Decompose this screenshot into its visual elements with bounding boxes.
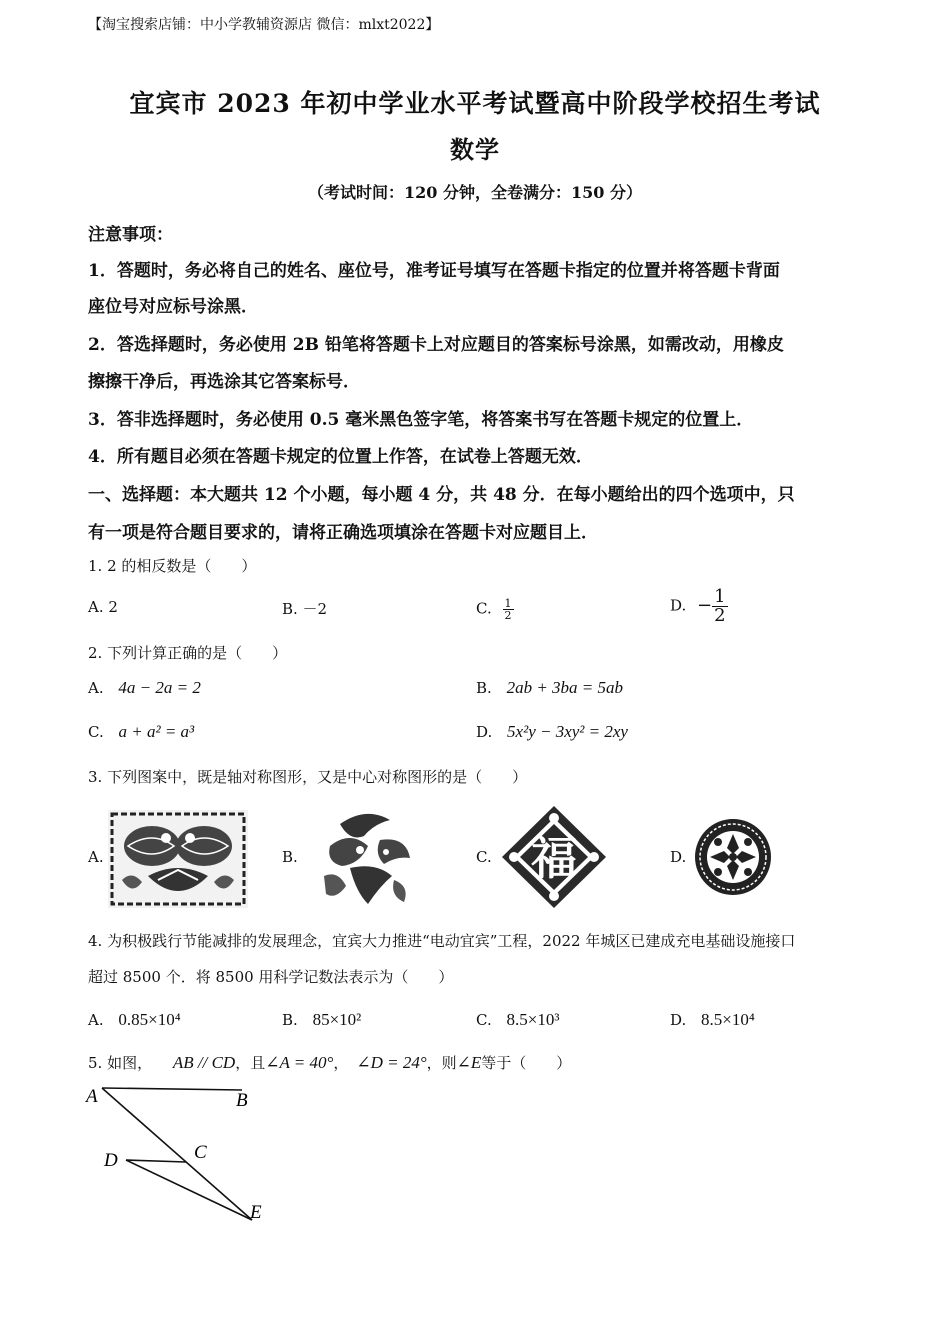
q5-stem — [88, 1052, 571, 1073]
q1-option-a: A. 2 — [88, 598, 118, 616]
q3-image-d-round-papercut — [694, 818, 772, 896]
q5-stem-pre: 5. 如图， — [88, 1054, 153, 1072]
q1-option-d-fraction — [712, 588, 727, 625]
q2-option-d — [476, 722, 628, 742]
q3-image-c-fu-diamond — [500, 804, 608, 910]
q4-a-math: 0.85×10⁴ — [118, 1010, 181, 1029]
q1-option-c-fraction — [503, 598, 514, 621]
q1-stem: 1. 2 的相反数是（ ） — [88, 557, 257, 575]
header-note: 【淘宝搜索店铺：中小学教辅资源店 微信：mlxt2022】 — [88, 17, 440, 33]
q2-b-math: 2ab + 3ba = 5ab — [506, 678, 624, 697]
notice-line-4: 擦擦干净后，再选涂其它答案标号． — [88, 372, 360, 392]
q2-stem: 2. 下列计算正确的是（ ） — [88, 644, 288, 662]
q3-c-glyph: 福 — [531, 831, 577, 885]
notice-line-6: 4．所有题目必须在答题卡规定的位置上作答，在试卷上答题无效． — [88, 447, 593, 467]
q2-d-label: D. — [476, 723, 493, 741]
subject-title: 数学 — [450, 135, 500, 164]
q2-a-label: A. — [88, 679, 104, 697]
q3-option-d-label: D. — [670, 848, 687, 866]
q2-option-a — [88, 678, 201, 698]
q1-c-numerator: 1 — [504, 597, 512, 610]
q4-b-math: 85×10² — [312, 1010, 362, 1029]
segment-de — [126, 1160, 252, 1220]
notice-line-2: 座位号对应标号涂黑． — [88, 297, 258, 317]
q5-stem-math-angle-a: ∠A = 40° — [265, 1053, 334, 1072]
q4-b-label: B. — [282, 1011, 298, 1029]
q5-stem-post: 等于（ ） — [481, 1054, 572, 1072]
q3-image-a-fish-papercut — [108, 810, 248, 908]
q4-d-math: 8.5×10⁴ — [701, 1010, 755, 1029]
q2-a-math: 4a − 2a = 2 — [118, 678, 201, 697]
q1-option-b: B. －2 — [282, 600, 328, 618]
q1-d-denominator: 2 — [714, 605, 726, 626]
notice-line-5: 3．答非选择题时，务必使用 0.5 毫米黑色签字笔，将答案书写在答题卡规定的位置上． — [88, 410, 754, 430]
segment-dc — [126, 1160, 186, 1162]
q5-stem-mid-2: ， — [333, 1054, 349, 1072]
q5-stem-mid-1: ，且 — [235, 1054, 266, 1072]
q5-stem-mid-3: ，则 — [426, 1054, 457, 1072]
notice-line-1: 1．答题时，务必将自己的姓名、座位号，准考证号填写在答题卡指定的位置并将答题卡背面 — [88, 261, 780, 281]
label-c: C — [194, 1142, 207, 1163]
exam-title: 宜宾市 2023 年初中学业水平考试暨高中阶段学校招生考试 — [129, 89, 821, 118]
q4-option-d — [670, 1010, 755, 1030]
notice-heading: 注意事项： — [88, 225, 173, 245]
segment-ae — [102, 1088, 252, 1220]
q4-c-math: 8.5×10³ — [506, 1010, 560, 1029]
q2-c-math: a + a² = a³ — [118, 722, 195, 741]
q2-c-label: C. — [88, 723, 104, 741]
q5-stem-math-parallel: AB // CD — [172, 1053, 236, 1072]
q4-option-a — [88, 1010, 181, 1030]
exam-info: （考试时间：120 分钟，全卷满分：150 分） — [308, 183, 642, 202]
q3-option-b-label: B. — [282, 848, 298, 866]
q1-option-c — [476, 598, 514, 621]
section-heading-line-2: 有一项是符合题目要求的，请将正确选项填涂在答题卡对应题目上． — [88, 523, 598, 543]
q4-option-b — [282, 1010, 361, 1030]
label-a: A — [86, 1086, 98, 1107]
q1-d-numerator: 1 — [714, 586, 726, 607]
q2-b-label: B. — [476, 679, 492, 697]
notice-line-3: 2．答选择题时，务必使用 2B 铅笔将答题卡上对应题目的答案标号涂黑，如需改动，用橡皮 — [88, 335, 784, 355]
section-heading-line-1: 一、选择题：本大题共 12 个小题，每小题 4 分，共 48 分．在每小题给出的四个选项中，只 — [88, 485, 795, 505]
q1-c-denominator: 2 — [504, 609, 512, 622]
q1-option-c-label: C. — [476, 599, 492, 618]
q5-stem-math-angle-e: ∠E — [456, 1053, 482, 1072]
segment-ab — [102, 1088, 242, 1090]
q3-image-b-bird-papercut — [320, 806, 415, 908]
q4-stem-line-1: 4. 为积极践行节能减排的发展理念，宜宾大力推进“电动宜宾”工程，2022 年城区已建成充电基础设施接口 — [88, 932, 796, 950]
q4-stem-line-2: 超过 8500 个．将 8500 用科学记数法表示为（ ） — [88, 968, 454, 986]
q5-stem-math-angle-d: ∠D = 24° — [356, 1053, 427, 1072]
label-e: E — [250, 1202, 262, 1223]
q2-option-b — [476, 678, 623, 698]
q4-option-c — [476, 1010, 559, 1030]
q1-option-d — [670, 588, 728, 625]
label-d: D — [104, 1150, 118, 1171]
q4-c-label: C. — [476, 1011, 492, 1029]
q1-d-sign: − — [697, 594, 713, 616]
q3-option-c-label: C. — [476, 848, 492, 866]
q4-a-label: A. — [88, 1011, 104, 1029]
q2-d-math: 5x²y − 3xy² = 2xy — [507, 722, 628, 741]
q4-d-label: D. — [670, 1011, 687, 1029]
label-b: B — [236, 1090, 248, 1111]
q1-option-d-label: D. — [670, 596, 687, 615]
q2-option-c — [88, 722, 194, 742]
q3-stem: 3. 下列图案中，既是轴对称图形，又是中心对称图形的是（ ） — [88, 768, 528, 786]
q3-option-a-label: A. — [88, 848, 104, 866]
q5-geometry-figure — [80, 1080, 280, 1230]
